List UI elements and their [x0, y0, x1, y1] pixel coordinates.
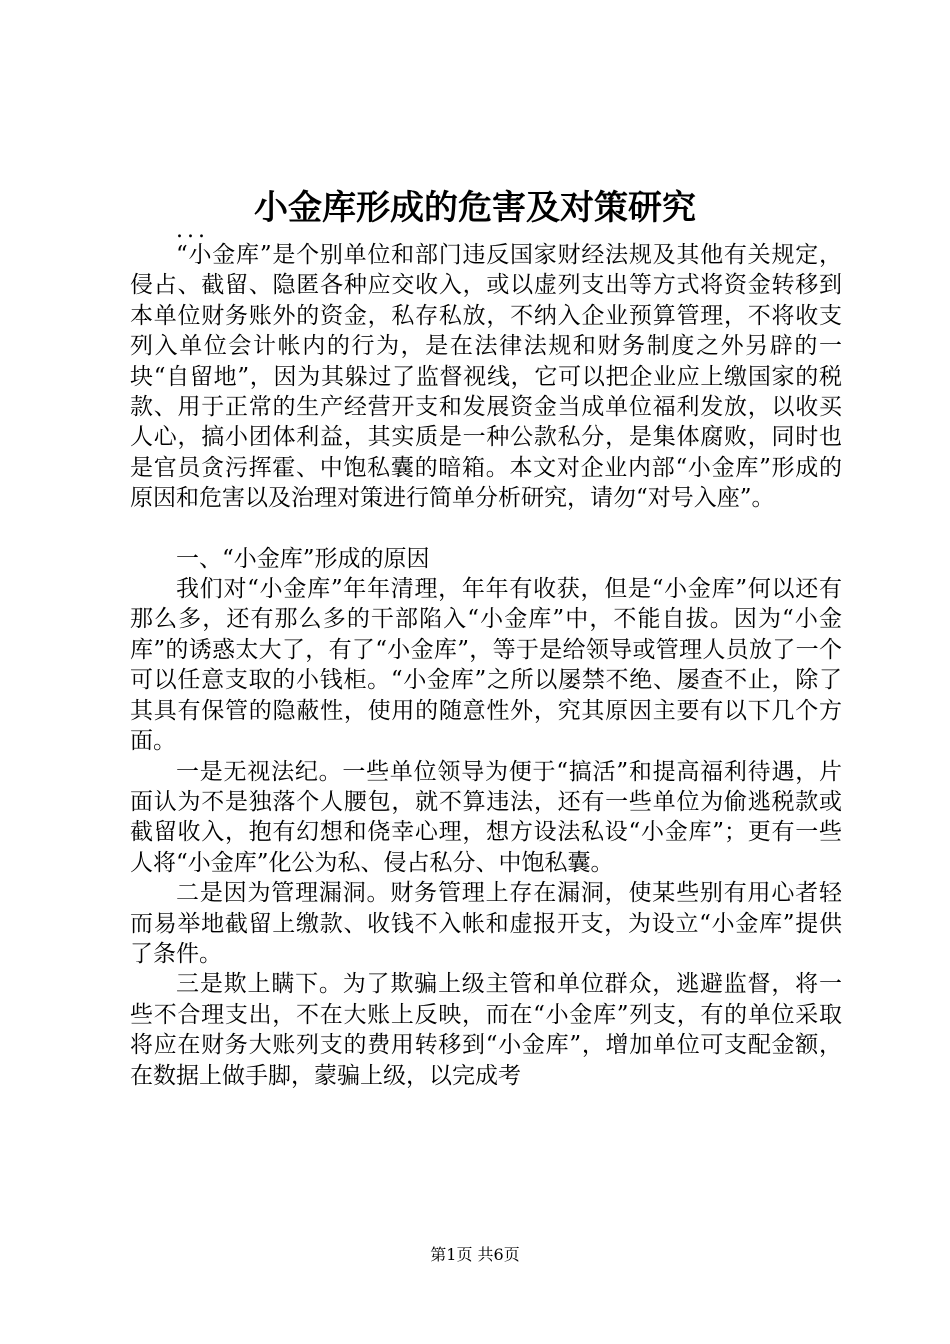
paragraph-cause-1: 一是无视法纪。一些单位领导为便于“搞活”和提高福利待遇，片面认为不是独落个人腰包，就不算违法，还有一些单位为偷逃税款或截留收入，抱有幻想和侥幸心理，想方设法私设“小金库”；更有一些人将“小金库”化公为私、侵占私分、中饱私囊。 — [130, 758, 842, 876]
document-title: 小金库形成的危害及对策研究 — [254, 188, 696, 228]
paragraph-causes: 我们对“小金库”年年清理，年年有收获，但是“小金库”何以还有那么多，还有那么多的干部陷入“小金库”中，不能自拔。因为“小金库”的诱惑太大了，有了“小金库”，等于是给领导或管理人员放了一个可以任意支取的小钱柜。“小金库”之所以屡禁不绝、屡查不止，除了其具有保管的隐蔽性，使用的随意性外，究其原因主要有以下几个方面。 — [130, 576, 842, 755]
paragraph-intro: “小金库”是个别单位和部门违反国家财经法规及其他有关规定，侵占、截留、隐匿各种应交收入，或以虚列支出等方式将资金转移到本单位财务账外的资金，私存私放，不纳入企业预算管理，不将收支列入单位会计帐内的行为，是在法律法规和财务制度之外另辟的一块“自留地”，因为其躲过了监督视线，它可以把企业应上缴国家的税款、用于正常的生产经营开支和发展资金当成单位福利发放，以收买人心，搞小团体利益，其实质是一种公款私分，是集体腐败，同时也是官员贪污挥霍、中饱私囊的暗箱。本文对企业内部“小金库”形成的原因和危害以及治理对策进行简单分析研究，请勿“对号入座”。 — [130, 242, 842, 512]
paragraph-cause-3: 三是欺上瞒下。为了欺骗上级主管和单位群众，逃避监督，将一些不合理支出，不在大账上反映，而在“小金库”列支，有的单位采取将应在财务大账列支的费用转移到“小金库”，增加单位可支配金额，在数据上做手脚，蒙骗上级，以完成考 — [130, 971, 842, 1089]
paragraph-cause-2: 二是因为管理漏洞。财务管理上存在漏洞，使某些别有用心者轻而易举地截留上缴款、收钱不入帐和虚报开支，为设立“小金库”提供了条件。 — [130, 880, 842, 967]
ellipsis-marker: ... — [176, 218, 209, 243]
page-number-footer: 第1页 共6页 — [430, 1245, 520, 1264]
document-body — [130, 240, 842, 1091]
section-heading: 一、“小金库”形成的原因 — [176, 545, 430, 572]
